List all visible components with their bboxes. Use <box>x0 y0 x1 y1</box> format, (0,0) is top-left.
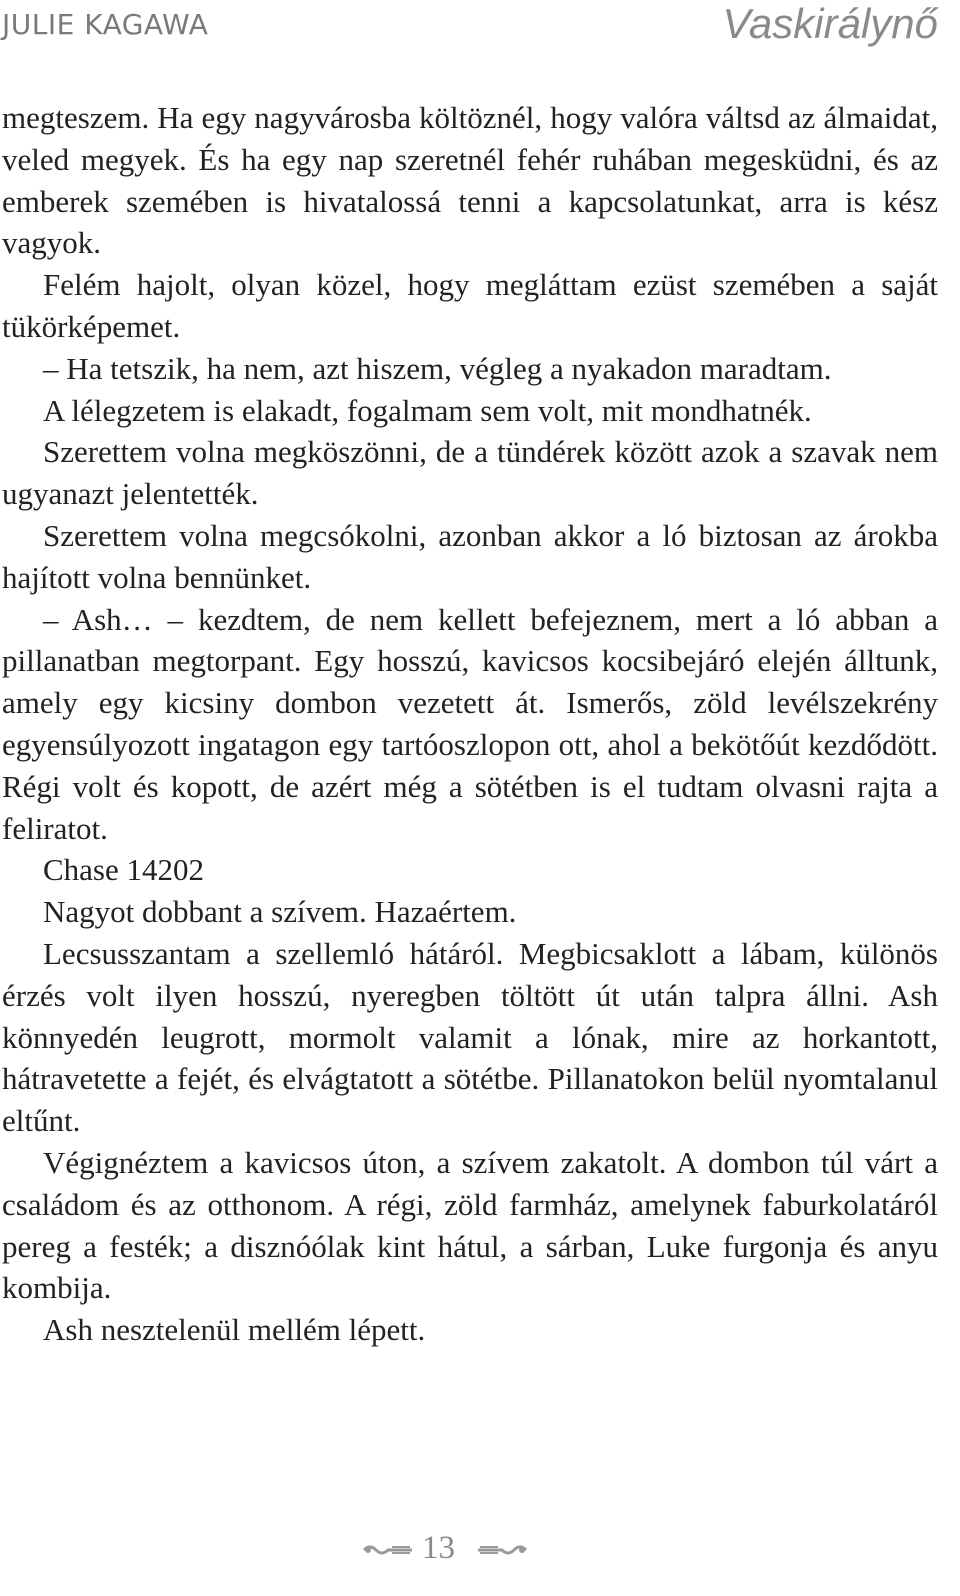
paragraph: Lecsusszantam a szellemló hátáról. Megbicsaklott a lábam, különös érzés volt ilyen hosszú, nyeregben töltött út után talpra állni. Ash könnyedén leugrott, mormolt valamit a lónak, mire az horkantott, hátravetette a fejét, és elvágtatott a sötétbe. Pillanatokon belül nyomtalanul eltűnt. <box>2 935 938 1139</box>
paragraph: Szerettem volna megköszönni, de a tündérek között azok a szavak nem ugyanazt jelentették. <box>2 434 938 512</box>
page-number: 13 <box>422 1530 455 1566</box>
page-header <box>0 0 960 50</box>
author-name: JULIE KAGAWA <box>2 8 209 41</box>
ornament-left-icon <box>362 1542 414 1558</box>
paragraph: Ash nesztelenül mellém lépett. <box>43 1312 426 1348</box>
paragraph: Chase 14202 <box>43 852 205 888</box>
paragraph: – Ash… – kezdtem, de nem kellett befejeznem, mert a ló abban a pillanatban megtorpant. Egy hosszú, kavicsos kocsibejáró elején álltunk, amely egy kicsiny dombon vezetett át. Ismerős, zöld levélszekrény egyensúlyozott ingatagon egy tartóoszlopon ott, ahol a bekötőút kezdődött. Régi volt és kopott, de azért még a sötétben is el tudtam olvasni rajta a feliratot. <box>2 601 938 846</box>
ornament-right-icon <box>476 1542 528 1558</box>
book-title: Vaskirálynő <box>722 0 938 47</box>
paragraph: Nagyot dobbant a szívem. Hazaértem. <box>43 894 517 930</box>
paragraph: megteszem. Ha egy nagyvárosba költöznél, hogy valóra váltsd az álmaidat, veled megyek. És ha egy nap szeretnél fehér ruhában megesküdni, és az emberek szemében is hivatalossá tenni a kapcsolatunkat, arra is kész vagyok. <box>2 100 938 261</box>
paragraph: A lélegzetem is elakadt, fogalmam sem volt, mit mondhatnék. <box>43 392 812 428</box>
paragraph: Felém hajolt, olyan közel, hogy megláttam ezüst szemében a saját tükörképemet. <box>2 267 938 344</box>
paragraph: Szerettem volna megcsókolni, azonban akkor a ló biztosan az árokba hajított volna bennünket. <box>2 517 938 595</box>
paragraph: Végignéztem a kavicsos úton, a szívem zakatolt. A dombon túl várt a családom és az otthonom. A régi, zöld farmház, amelynek faburkolatáról pereg a festék; a disznóólak kint hátul, a sárban, Luke furgonja és anyu kombija. <box>2 1144 938 1306</box>
page-body <box>2 97 938 1351</box>
page-footer <box>0 1528 960 1578</box>
paragraph: – Ha tetszik, ha nem, azt hiszem, végleg a nyakadon maradtam. <box>43 350 832 386</box>
